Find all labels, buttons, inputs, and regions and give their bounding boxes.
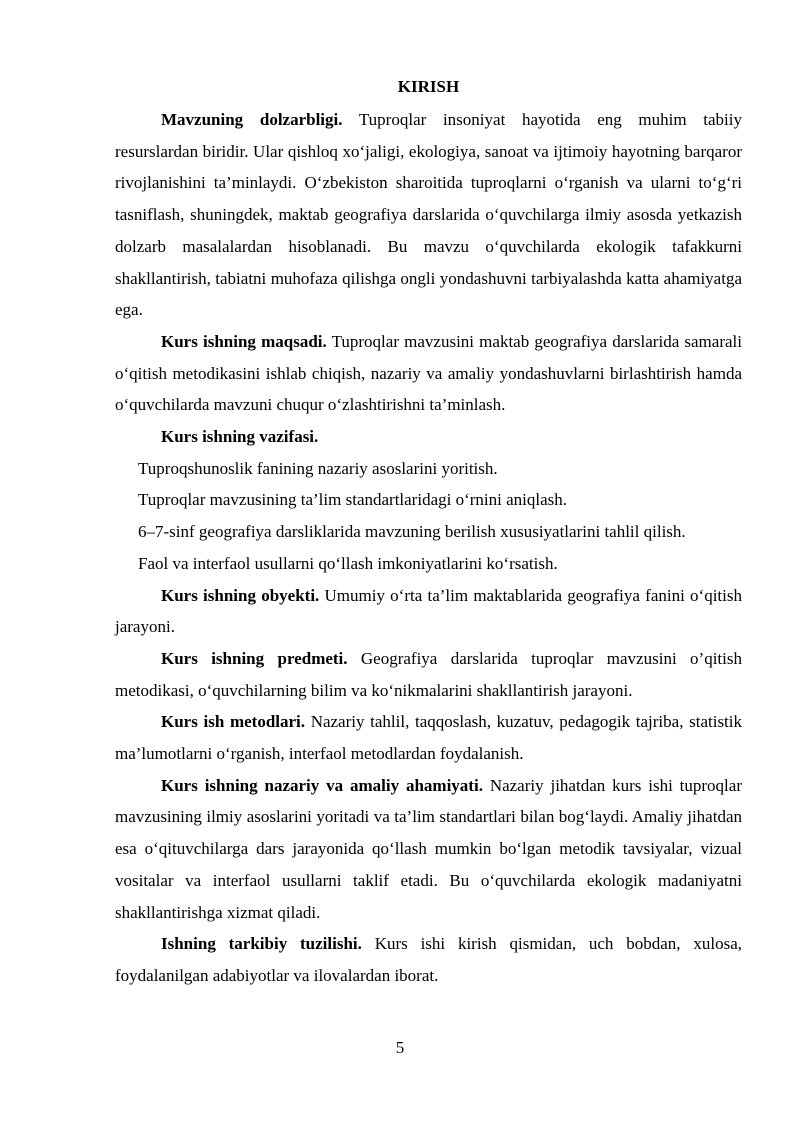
task-item: Faol va interfaol usullarni qo‘llash imkoniyatlarini ko‘rsatish. — [138, 553, 558, 573]
paragraph-methods — [115, 706, 742, 769]
paragraph-text: Umumiy o‘rta ta’lim maktablarida geografiya fanini o‘qitish jarayoni. — [115, 585, 742, 637]
paragraph-object — [115, 580, 742, 643]
document-page — [115, 70, 742, 992]
task-item: Tuproqlar mavzusining ta’lim standartlaridagi o‘rnini aniqlash. — [138, 490, 568, 510]
section-title: KIRISH — [397, 77, 460, 96]
paragraph-relevance — [115, 104, 742, 326]
paragraph-lead: Mavzuning dolzarbligi. — [161, 110, 343, 129]
paragraph-text: Kurs ishi kirish qismidan, uch bobdan, xulosa, foydalanilgan adabiyotlar va ilovalardan iborat. — [115, 934, 742, 985]
paragraph-goal — [115, 326, 742, 421]
paragraph-lead: Kurs ishning predmeti. — [161, 648, 348, 668]
paragraph-text: Geografiya darslarida tuproqlar mavzusini o’qitish metodikasi, o‘quvchilarning bilim va ko‘nikmalarini shakllantirish jarayoni. — [115, 648, 742, 700]
page-number: 5 — [395, 1038, 405, 1057]
paragraph-lead: Ishning tarkibiy tuzilishi. — [161, 934, 362, 954]
paragraph-text: Tuproqlar insoniyat hayotida eng muhim tabiiy resurslardan biridir. Ular qishloq xo‘jaligi, ekologiya, sanoat va ijtimoiy hayotning barqaror rivojlanishini ta’minlaydi. O‘zbekiston sharoitida tuproqlarni o‘rganish va ularni to‘g‘ri tasniflash, shuningdek, maktab geografiya darslarida o‘quvchilarga ilmiy asosda yetkazish dolzarb masalalardan hisoblanadi. Bu mavzu o‘quvchilarda ekologik tafakkurni shakllantirish, tabiatni muhofaza qilishga ongli yondashuvni tarbiyalashda katta ahamiyatga ega. — [115, 110, 742, 320]
paragraph-lead: Kurs ish metodlari. — [161, 712, 306, 732]
paragraph-structure — [115, 928, 742, 991]
paragraph-text: Nazariy jihatdan kurs ishi tuproqlar mavzusining ilmiy asoslarini yoritadi va ta’lim standartlari bilan bog‘laydi. Amaliy jihatdan esa o‘qituvchilarga dars jarayonida qo‘llash mumkin bo‘lgan metodik tavsiyalar, vizual vositalar va interfaol usullarni taklif etadi. Bu o‘quvchilarda ekologik madaniyatni shakllantirishga xizmat qiladi. — [115, 775, 742, 922]
paragraph-lead: Kurs ishning nazariy va amaliy ahamiyati. — [161, 775, 483, 795]
task-item: Tuproqshunoslik fanining nazariy asoslarini yoritish. — [138, 458, 498, 478]
paragraph-text: Nazariy tahlil, taqqoslash, kuzatuv, pedagogik tajriba, statistik ma’lumotlarni o‘rganish, interfaol metodlardan foydalanish. — [115, 712, 743, 764]
paragraph-tasks-heading — [115, 421, 742, 453]
paragraph-lead: Kurs ishning vazifasi. — [161, 427, 319, 447]
paragraph-text: Tuproqlar mavzusini maktab geografiya darslarida samarali o‘qitish metodikasini ishlab chiqish, nazariy va amaliy yondashuvlarni birlashtirish hamda o‘quvchilarda mavzuni chuqur o‘zlashtirishni ta’minlash. — [115, 331, 742, 415]
paragraph-significance — [115, 770, 742, 929]
paragraph-lead: Kurs ishning obyekti. — [161, 585, 320, 605]
paragraph-lead: Kurs ishning maqsadi. — [161, 331, 327, 351]
task-item: 6–7-sinf geografiya darsliklarida mavzuning berilish xususiyatlarini tahlil qilish. — [138, 522, 686, 542]
paragraph-subject — [115, 643, 742, 706]
